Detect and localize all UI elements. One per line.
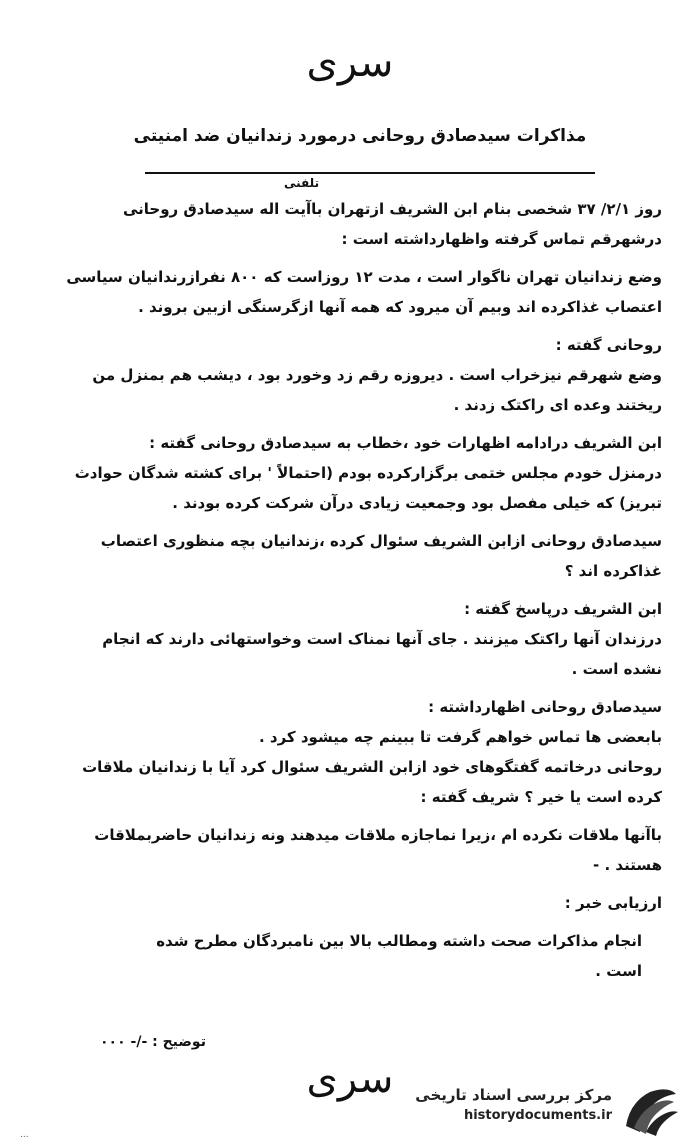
body-line: روحانی گفته : xyxy=(555,336,662,354)
body-line: ریختند وعده ای راکتک زدند . xyxy=(453,396,662,414)
summary-line: انجام مذاکرات صحت داشته ومطالب بالا بین نامبردگان مطرح شده xyxy=(156,932,642,950)
classification-stamp-bottom: سری xyxy=(306,1056,394,1102)
body-line: کرده است یا خیر ؟ شریف گفته : xyxy=(420,788,662,806)
body-line: تبریز) که خیلی مفصل بود وجمعیت زیادی درآن شرکت کرده بودند . xyxy=(172,494,662,512)
summary-line: است . xyxy=(595,962,642,980)
document-title: مذاکرات سیدصادق روحانی درمورد زندانیان ضد امنیتی xyxy=(133,126,587,146)
body-line: بابعضی ها تماس خواهم گرفت تا ببینم چه میشود کرد . xyxy=(258,728,662,746)
classification-stamp-top: سری xyxy=(306,40,394,86)
body-line: وضع زندانیان تهران ناگوار است ، مدت ۱۲ روزاست که ۸۰۰ نفرازرندانیان سیاسی xyxy=(66,268,662,286)
distribution-line: توضیح : -/- ۰۰۰ xyxy=(100,1034,206,1050)
archive-logo-icon xyxy=(620,1082,682,1140)
corner-mark: ... xyxy=(20,1130,29,1140)
body-line: ابن الشریف درپاسخ گفته : xyxy=(464,600,662,618)
body-line: درشهرقم تماس گرفته واظهارداشته است : xyxy=(341,230,662,248)
body-line: درمنزل خودم مجلس ختمی برگزارکرده بودم (احتمالاً ' برای کشته شدگان حوادث xyxy=(74,464,662,482)
body-line: روحانی درخاتمه گفتگوهای خود ازابن الشریف سئوال کرد آیا با زندانیان ملاقات xyxy=(82,758,662,776)
watermark-persian: مرکز بررسی اسناد تاریخی xyxy=(415,1086,612,1104)
body-line: روز ۲/۱/ ۳۷ شخصی بنام ابن الشریف ازتهران باآیت اله سیدصادق روحانی xyxy=(122,200,662,218)
body-line: سیدصادق روحانی ازابن الشریف سئوال کرده ،زندانیان بچه منظوری اعتصاب xyxy=(100,532,662,550)
title-underline xyxy=(145,172,595,174)
body-line: غذاکرده اند ؟ xyxy=(564,562,662,580)
archive-watermark xyxy=(392,1082,682,1142)
handwritten-annotation: تلفنی xyxy=(284,176,320,190)
body-line: وضع شهرقم نیزخراب است . دیروزه رقم زد وخورد بود ، دیشب هم بمنزل من xyxy=(92,366,662,384)
body-line: ابن الشریف درادامه اظهارات خود ،خطاب به سیدصادق روحانی گفته : xyxy=(149,434,662,452)
body-line: سیدصادق روحانی اظهارداشته : xyxy=(428,698,662,716)
body-line: نشده است . xyxy=(571,660,662,678)
summary-heading-row xyxy=(62,888,662,918)
body-line: درزندان آنها راکتک میزنند . جای آنها نمناک است وخواستهائی دارند که انجام xyxy=(102,630,662,648)
watermark-text xyxy=(415,1086,612,1123)
body-line: اعتصاب غذاکرده اند وبیم آن میرود که همه آنها ازگرسنگی ازبین بروند . xyxy=(138,298,662,316)
body-line: هستند . - xyxy=(593,856,662,874)
body-line: باآنها ملاقات نکرده ام ،زیرا نماجازه ملاقات میدهند ونه زندانیان حاضربملاقات xyxy=(94,826,662,844)
summary-heading: ارزیابی خبر : xyxy=(535,888,662,918)
document-body xyxy=(62,194,662,986)
watermark-url: historydocuments.ir xyxy=(463,1108,612,1123)
